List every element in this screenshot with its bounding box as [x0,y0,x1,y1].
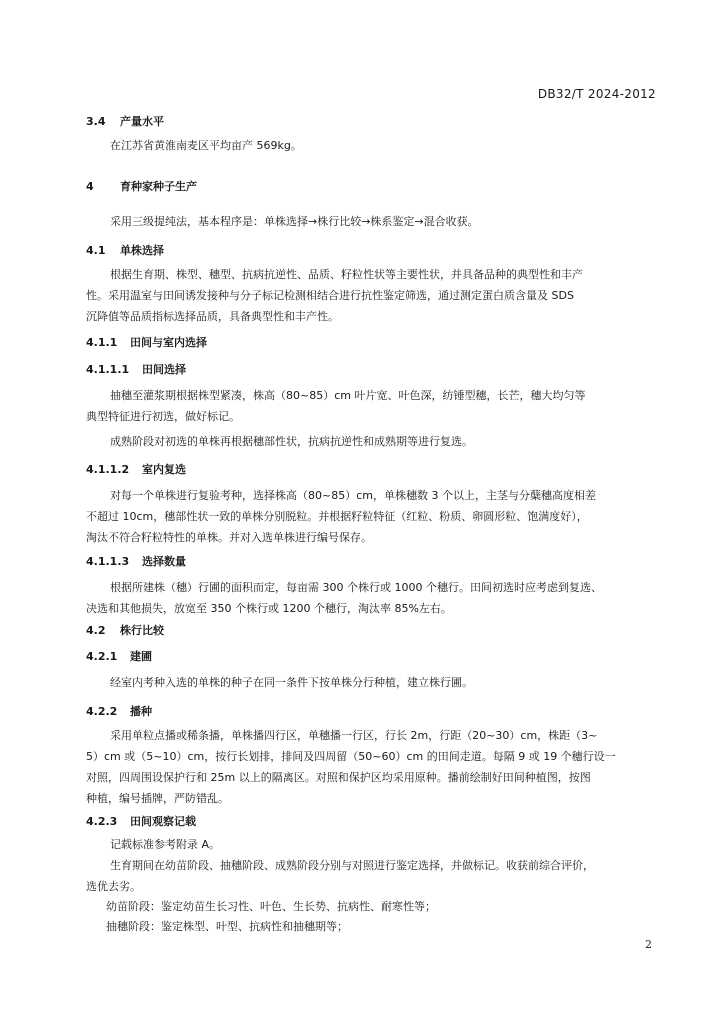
text-line: 抽穗至灌浆期根据株型紧凑，株高（80~85）cm 叶片宽、叶色深，纺锤型穗，长芒，穗大均匀等 [110,389,586,402]
section-heading-4-1-1-3 [86,553,186,569]
section-title: 田间与室内选择 [130,336,207,349]
text-line: 典型特征进行初选，做好标记。 [86,410,240,423]
section-heading-4-1-1-1 [86,361,186,377]
section-title: 株行比较 [120,624,164,637]
paragraph-4-2-1 [86,672,656,693]
text-line: 选优去劣。 [86,880,141,893]
page-number: 2 [645,938,652,951]
paragraph-3-4 [86,135,656,156]
section-number: 4.2.3 [86,815,118,828]
section-number: 4 [86,180,94,193]
section-number: 4.1.1.1 [86,363,130,376]
section-number: 4.1.1 [86,336,118,349]
text-line: 在江苏省黄淮南麦区平均亩产 569kg。 [110,139,302,152]
section-heading-3-4 [86,113,164,129]
paragraph-4-1-1-3 [86,577,656,619]
section-title: 播种 [130,705,152,718]
standard-number: DB32/T 2024-2012 [537,87,656,101]
text-line: 不超过 10cm，穗部性状一致的单株分别脱粒。并根据籽粒特征（红粒、粉质、卵圆形粒、饱满度好）， [86,510,588,523]
paragraph-4-1-1-2 [86,485,656,548]
text-line: 根据所建株（穗）行圃的面积而定，每亩需 300 个株行或 1000 个穗行。田间初选时应考虑到复选、 [110,581,602,594]
section-heading-4-1-1-2 [86,461,186,477]
text-line: 幼苗阶段：鉴定幼苗生长习性、叶色、生长势、抗病性、耐寒性等； [106,900,436,913]
text-line: 对每一个单株进行复验考种，选择株高（80~85）cm，单株穗数 3 个以上，主茎与分蘖穗高度相差 [110,489,596,502]
section-heading-4-2-3 [86,813,196,829]
section-title: 育种家种子生产 [120,180,197,193]
text-line: 5）cm 或（5~10）cm，按行长划排，排间及四周留（50~60）cm 的田间走道。每隔 9 或 19 个穗行设一 [86,750,616,763]
paragraph-4-1 [86,264,656,327]
section-title: 建圃 [130,650,152,663]
section-title: 室内复选 [142,463,186,476]
section-title: 选择数量 [142,555,186,568]
text-line: 沉降值等品质指标选择品质，具备典型性和丰产性。 [86,310,339,323]
section-number: 4.1 [86,244,106,257]
paragraph-4-1-1-1b [86,431,656,452]
section-number: 4.2.1 [86,650,118,663]
section-title: 田间选择 [142,363,186,376]
text-line: 对照，四周围设保护行和 25m 以上的隔离区。对照和保护区均采用原种。播前绘制好田间种植图，按图 [86,771,591,784]
text-line: 种植，编号插牌，严防错乱。 [86,792,229,805]
section-heading-4-2-2 [86,703,152,719]
paragraph-4-2-3c [86,896,656,917]
section-title: 单株选择 [120,244,164,257]
section-heading-4-1 [86,242,164,258]
section-heading-4-2 [86,622,164,638]
paragraph-4-2-2 [86,725,656,809]
text-line: 淘汰不符合籽粒特性的单株。并对入选单株进行编号保存。 [86,531,372,544]
section-number: 4.1.1.3 [86,555,130,568]
section-heading-4-2-1 [86,648,152,664]
section-number: 4.2.2 [86,705,118,718]
text-line: 采用三级提纯法，基本程序是：单株选择→株行比较→株系鉴定→混合收获。 [110,215,479,228]
paragraph-4-2-3a [86,834,656,855]
text-line: 采用单粒点播或稀条播，单株播四行区，单穗播一行区，行长 2m，行距（20~30）cm，株距（3~ [110,729,598,742]
section-number: 4.2 [86,624,106,637]
text-line: 根据生育期、株型、穗型、抗病抗逆性、品质、籽粒性状等主要性状，并具备品种的典型性和丰产 [110,268,583,281]
text-line: 生育期间在幼苗阶段、抽穗阶段、成熟阶段分别与对照进行鉴定选择，并做标记。收获前综合评价， [110,859,594,872]
text-line: 记载标准参考附录 A。 [110,838,221,851]
paragraph-4-2-3b [86,855,656,897]
section-title: 田间观察记载 [130,815,196,828]
text-line: 决选和其他损失，放宽至 350 个株行或 1200 个穗行，淘汰率 85%左右。 [86,602,452,615]
text-line: 经室内考种入选的单株的种子在同一条件下按单株分行种植，建立株行圃。 [110,676,473,689]
paragraph-4 [86,211,656,232]
section-heading-4-1-1 [86,334,207,350]
text-line: 成熟阶段对初选的单株再根据穗部性状，抗病抗逆性和成熟期等进行复选。 [110,435,473,448]
section-number: 4.1.1.2 [86,463,130,476]
section-title: 产量水平 [120,115,164,128]
paragraph-4-1-1-1a [86,385,656,427]
section-heading-4 [86,178,197,194]
text-line: 抽穗阶段：鉴定株型、叶型、抗病性和抽穗期等； [106,920,348,933]
section-number: 3.4 [86,115,106,128]
paragraph-4-2-3d [86,916,656,937]
text-line: 性。采用温室与田间诱发接种与分子标记检测相结合进行抗性鉴定筛选，通过测定蛋白质含量及 SDS [86,289,574,302]
